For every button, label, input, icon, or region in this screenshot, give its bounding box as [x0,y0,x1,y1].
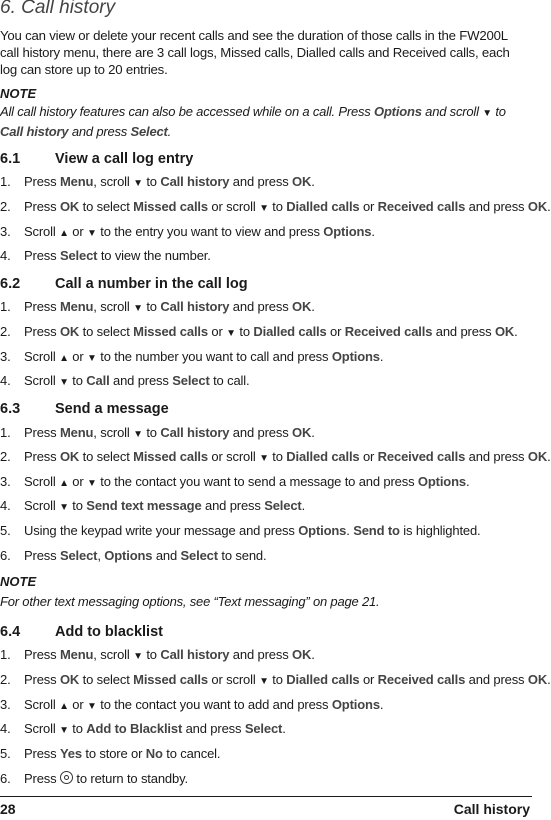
down-arrow-icon: ▼ [133,651,143,662]
running-footer-title: Call history [453,801,530,817]
step: 5. Using the keypad write your message and press Options. Send to is highlighted. [0,523,481,538]
end-call-button-icon [60,771,73,784]
step: 3. Scroll ▲ or ▼ to the contact you want to add and press Options. [0,697,384,712]
up-arrow-icon: ▲ [59,228,69,239]
note-text: For other text messaging options, see “Text messaging” on page 21. [0,594,380,609]
down-arrow-icon: ▼ [59,502,69,513]
down-arrow-icon: ▼ [87,701,97,712]
note-heading: NOTE [0,86,37,101]
step: 3. Scroll ▲ or ▼ to the entry you want to view and press Options. [0,224,375,239]
up-arrow-icon: ▲ [59,478,69,489]
down-arrow-icon: ▼ [87,353,97,364]
footer-rule [0,796,532,797]
step: 1. Press Menu, scroll ▼ to Call history and press OK. [0,174,315,189]
down-arrow-icon: ▼ [87,478,97,489]
down-arrow-icon: ▼ [133,429,143,440]
section-heading-call-number: 6.2 Call a number in the call log [0,276,248,292]
note-text: All call history features can also be accessed while on a call. Press Options and scroll ▼ to Call history and press Select. [0,104,506,139]
step: 6. Press to return to standby. [0,771,188,786]
step: 2. Press OK to select Missed calls or ▼ to Dialled calls or Received calls and press OK. [0,324,518,339]
section-heading-send-message: 6.3 Send a message [0,401,169,417]
step: 3. Scroll ▲ or ▼ to the contact you want to send a message to and press Options. [0,474,470,489]
section-heading-view-call-log: 6.1 View a call log entry [0,151,194,167]
down-arrow-icon: ▼ [133,178,143,189]
up-arrow-icon: ▲ [59,353,69,364]
up-arrow-icon: ▲ [59,701,69,712]
down-arrow-icon: ▼ [259,453,269,464]
down-arrow-icon: ▼ [59,725,69,736]
step: 4. Scroll ▼ to Send text message and press Select. [0,498,306,513]
step: 1. Press Menu, scroll ▼ to Call history and press OK. [0,299,315,314]
down-arrow-icon: ▼ [482,108,492,119]
chapter-title: 6. Call history [0,0,116,18]
down-arrow-icon: ▼ [259,203,269,214]
step: 1. Press Menu, scroll ▼ to Call history and press OK. [0,425,315,440]
step: 2. Press OK to select Missed calls or scroll ▼ to Dialled calls or Received calls and press OK. [0,672,551,687]
down-arrow-icon: ▼ [226,328,236,339]
section-heading-add-blacklist: 6.4 Add to blacklist [0,624,163,640]
step: 2. Press OK to select Missed calls or scroll ▼ to Dialled calls or Received calls and press OK. [0,199,551,214]
step: 1. Press Menu, scroll ▼ to Call history and press OK. [0,647,315,662]
down-arrow-icon: ▼ [59,377,69,388]
down-arrow-icon: ▼ [133,303,143,314]
step: 4. Press Select to view the number. [0,248,211,263]
intro-paragraph: You can view or delete your recent calls and see the duration of those calls in the FW200L call history menu, there are 3 call logs, Missed calls, Dialled calls and Received calls, each log can store up to 20 entries. [0,28,510,77]
down-arrow-icon: ▼ [87,228,97,239]
note-heading: NOTE [0,574,37,589]
step: 5. Press Yes to store or No to cancel. [0,746,221,761]
step: 6. Press Select, Options and Select to send. [0,548,267,563]
page-number: 28 [0,801,16,817]
step: 3. Scroll ▲ or ▼ to the number you want to call and press Options. [0,349,384,364]
step: 4. Scroll ▼ to Call and press Select to call. [0,373,250,388]
step: 4. Scroll ▼ to Add to Blacklist and press Select. [0,721,286,736]
step: 2. Press OK to select Missed calls or scroll ▼ to Dialled calls or Received calls and press OK. [0,449,551,464]
down-arrow-icon: ▼ [259,676,269,687]
